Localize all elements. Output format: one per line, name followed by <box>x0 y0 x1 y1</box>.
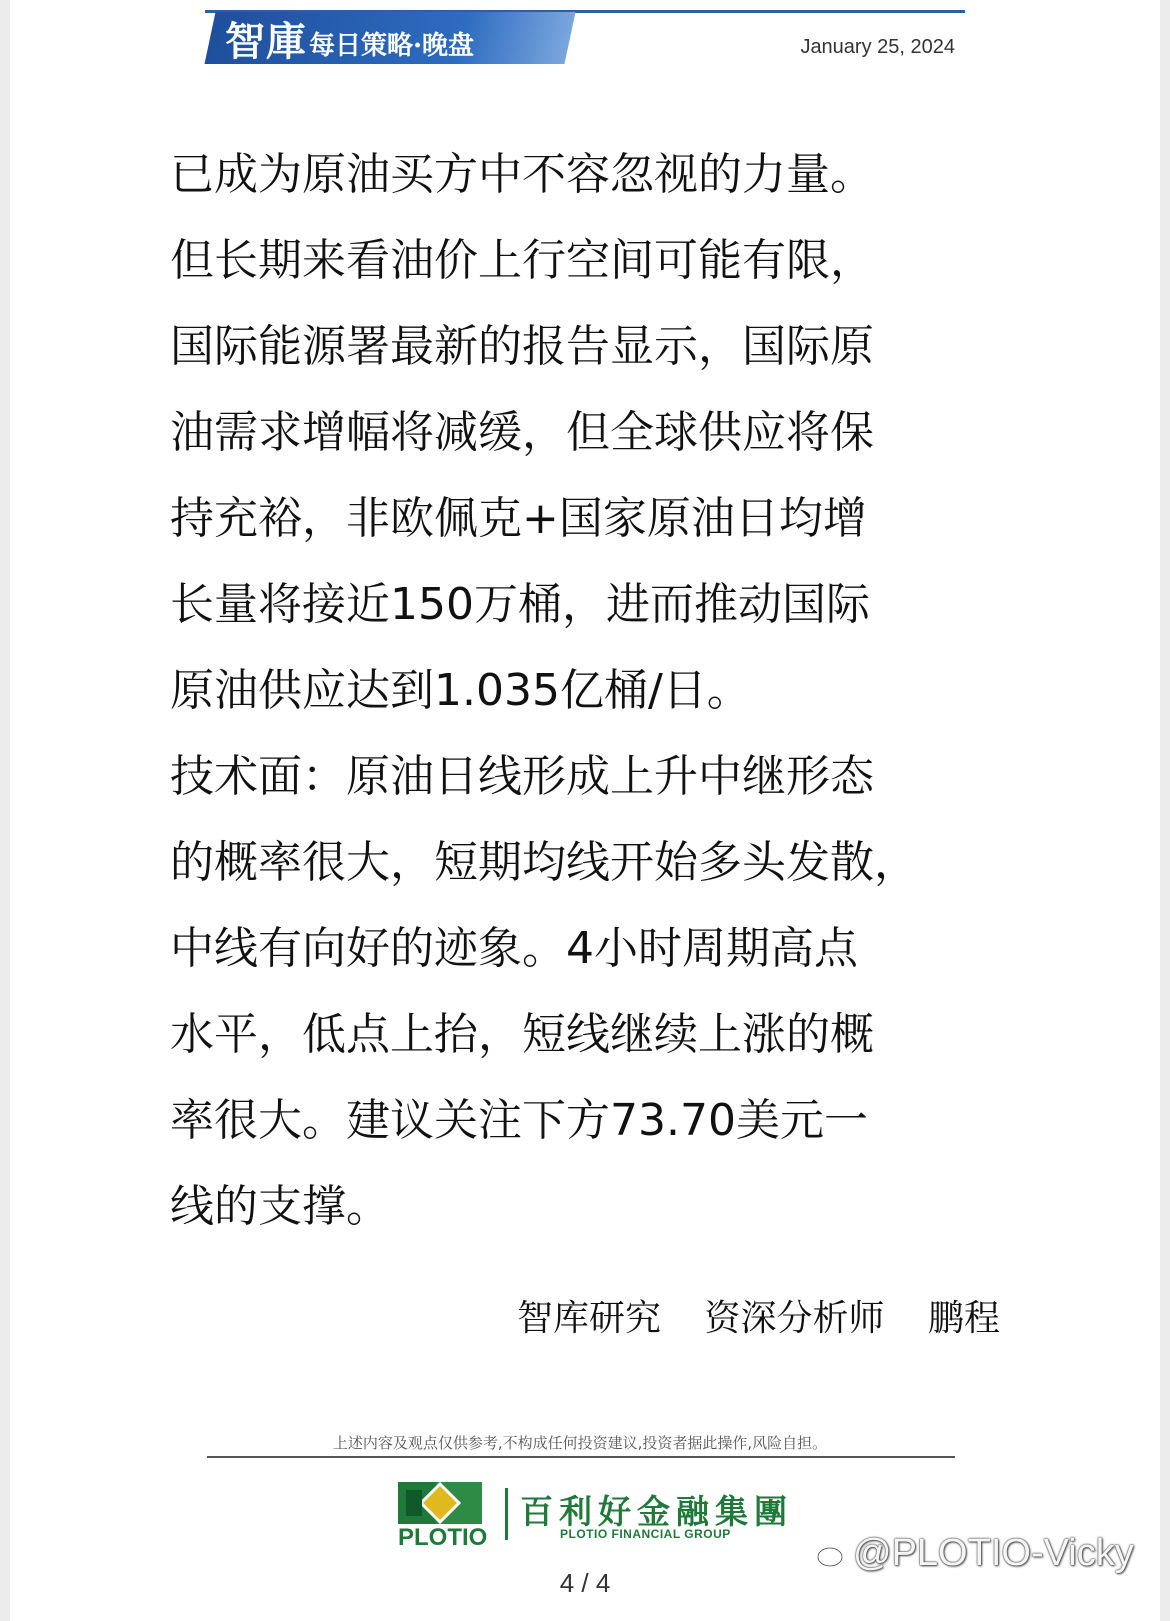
author-title: 资深分析师 <box>704 1298 885 1339</box>
watermark <box>815 1532 1134 1575</box>
author-name: 鹏程 <box>927 1298 1000 1339</box>
body-line: 已成为原油买方中不容忽视的力量。 <box>170 149 874 200</box>
body-line: 持充裕，非欧佩克+国家原油日均增 <box>170 493 867 544</box>
logo-divider <box>505 1488 508 1540</box>
article-body <box>170 132 1000 1250</box>
body-line: 国际能源署最新的报告显示，国际原 <box>170 321 874 372</box>
body-line: 技术面：原油日线形成上升中继形态 <box>170 751 874 802</box>
footer-rule <box>207 1456 955 1458</box>
brand-main-text: 智庫 <box>225 18 307 65</box>
plotio-logo-icon <box>398 1482 482 1524</box>
body-line: 水平，低点上抬，短线继续上涨的概 <box>170 1009 874 1060</box>
watermark-text: @PLOTIO-Vicky <box>853 1532 1134 1574</box>
body-line: 中线有向好的迹象。4小时周期高点 <box>170 923 858 974</box>
group-name-en: PLOTIO FINANCIAL GROUP <box>560 1527 731 1541</box>
page-indicator: 4 / 4 <box>559 1568 611 1598</box>
brand-logo <box>225 14 474 66</box>
author-org: 智库研究 <box>517 1298 662 1339</box>
body-line: 长量将接近150万桶，进而推动国际 <box>170 579 870 630</box>
weibo-icon <box>815 1538 847 1570</box>
body-line: 线的支撑。 <box>170 1181 390 1232</box>
body-line: 率很大。建议关注下方73.70美元一 <box>170 1095 868 1146</box>
body-line: 但长期来看油价上行空间可能有限， <box>170 235 874 286</box>
disclaimer-text: 上述内容及观点仅供参考,不构成任何投资建议,投资者据此操作,风险自担。 <box>332 1434 828 1452</box>
group-name-cn: 百利好金融集團 <box>520 1492 793 1531</box>
report-date: January 25, 2024 <box>800 36 955 58</box>
brand-sub-text: 每日策略·晚盘 <box>309 31 475 61</box>
logo-wordmark: PLOTIO <box>398 1524 488 1551</box>
body-line: 油需求增幅将减缓，但全球供应将保 <box>170 407 874 458</box>
author-signature <box>517 1290 1000 1341</box>
body-line: 原油供应达到1.035亿桶/日。 <box>170 665 751 716</box>
body-line: 的概率很大，短期均线开始多头发散， <box>170 837 918 888</box>
